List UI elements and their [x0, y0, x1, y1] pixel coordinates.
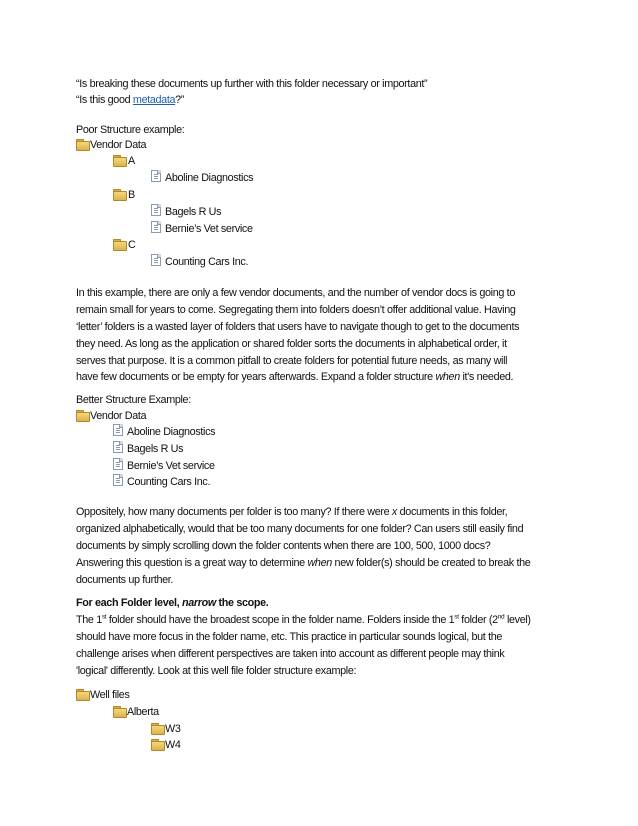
document-icon	[151, 204, 161, 216]
poor-root-folder: Vendor Data	[90, 139, 147, 151]
document-icon	[113, 474, 123, 486]
poor-doc-aboline: Aboline Diagnostics	[165, 172, 254, 184]
para2-line: Answering this question is a great way to determine when new folder(s) should be created to break the	[76, 557, 531, 569]
folder-icon	[76, 139, 89, 150]
well-folder-w4: W4	[165, 739, 181, 751]
better-doc-counting: Counting Cars Inc.	[127, 476, 211, 488]
better-doc-aboline: Aboline Diagnostics	[127, 426, 216, 438]
folder-icon	[113, 155, 126, 166]
para1-line: In this example, there are only a few vendor documents, and the number of vendor docs is going to	[76, 287, 515, 299]
poor-doc-counting: Counting Cars Inc.	[165, 256, 249, 268]
metadata-link[interactable]: metadata	[132, 94, 176, 106]
well-folder-w3: W3	[165, 723, 181, 735]
folder-icon	[113, 706, 126, 717]
para2-line: Oppositely, how many documents per folder is too many? If there were x documents in this folder,	[76, 506, 508, 518]
document-icon	[151, 221, 161, 233]
document-icon	[151, 170, 161, 182]
well-root-folder: Well files	[90, 689, 130, 701]
better-doc-bagels: Bagels R Us	[127, 443, 184, 455]
para1-line: ‘letter’ folders is a wasted layer of folders that users have to navigate though to get to the documents	[76, 321, 520, 333]
folder-icon	[113, 239, 126, 250]
para2-line: organized alphabetically, would that be too many documents for one folder? Can users still easily find	[76, 523, 524, 535]
section-line: 'logical' differently. Look at this well file folder structure example:	[76, 665, 357, 677]
intro-question-1: “Is breaking these documents up further with this folder necessary or important”	[76, 78, 428, 90]
intro-question-2: “Is this good metadata?”	[76, 94, 185, 106]
para2-line: documents by simply scrolling down the folder contents when there are 100, 500, 1000 docs?	[76, 540, 491, 552]
folder-icon	[151, 739, 164, 750]
better-doc-bernies: Bernie’s Vet service	[127, 460, 215, 472]
para1-line: serves that purpose. It is a common pitfall to create folders for potential future needs, as many will	[76, 355, 508, 367]
para2-line: documents up further.	[76, 574, 174, 586]
section-line: challenge arises when different perspectives are taken into account as different people may think	[76, 648, 505, 660]
poor-doc-bagels: Bagels R Us	[165, 206, 222, 218]
folder-icon	[113, 189, 126, 200]
folder-icon	[76, 689, 89, 700]
section-heading: For each Folder level, narrow the scope.	[76, 597, 269, 609]
para1-line: remain small for years to come. Segregating them into folders doesn’t offer additional value. Having	[76, 304, 516, 316]
better-structure-heading: Better Structure Example:	[76, 394, 191, 406]
document-icon	[113, 441, 123, 453]
poor-folder-a: A	[128, 155, 135, 167]
document-icon	[151, 254, 161, 266]
well-folder-alberta: Alberta	[127, 706, 159, 718]
poor-folder-c: C	[128, 239, 136, 251]
para1-line: have few documents or be empty for years afterwards. Expand a folder structure when it's needed.	[76, 371, 514, 383]
document-icon	[113, 424, 123, 436]
section-line: The 1st folder should have the broadest scope in the folder name. Folders inside the 1st folder (2nd level)	[76, 613, 531, 626]
poor-doc-bernies: Bernie’s Vet service	[165, 223, 253, 235]
better-root-folder: Vendor Data	[90, 410, 147, 422]
poor-folder-b: B	[128, 189, 135, 201]
para1-line: they need. As long as the application or shared folder sorts the documents in alphabetical order, it	[76, 338, 507, 350]
folder-icon	[151, 723, 164, 734]
poor-structure-heading: Poor Structure example:	[76, 124, 185, 136]
folder-icon	[76, 410, 89, 421]
document-icon	[113, 458, 123, 470]
section-line: should have more focus in the folder name, etc. This practice in particular sounds logical, but the	[76, 631, 503, 643]
